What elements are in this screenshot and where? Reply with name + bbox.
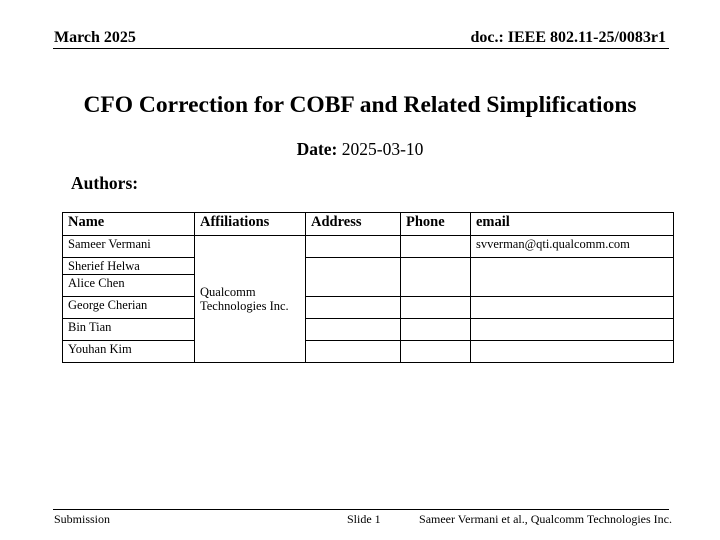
col-header-name: Name xyxy=(63,213,195,236)
footer-divider xyxy=(53,509,669,510)
author-address xyxy=(306,341,401,363)
author-address xyxy=(306,319,401,341)
author-email xyxy=(471,297,674,319)
authors-table xyxy=(62,212,674,363)
footer-submission: Submission xyxy=(54,512,111,526)
table-row xyxy=(63,319,674,341)
author-name: Alice Chen xyxy=(63,275,195,297)
col-header-email: email xyxy=(471,213,674,236)
date-line xyxy=(0,139,720,160)
author-name: Sameer Vermani xyxy=(63,236,195,258)
author-name: Bin Tian xyxy=(63,319,195,341)
slide-title: CFO Correction for COBF and Related Simplifications xyxy=(83,92,637,118)
author-address xyxy=(306,236,401,258)
author-phone xyxy=(401,258,471,297)
col-header-phone: Phone xyxy=(401,213,471,236)
author-phone xyxy=(401,319,471,341)
header-date: March 2025 xyxy=(54,29,136,46)
author-name: Youhan Kim xyxy=(63,341,195,363)
author-name: Sherief Helwa xyxy=(63,258,195,275)
author-email xyxy=(471,341,674,363)
header-doc-id: doc.: IEEE 802.11-25/0083r1 xyxy=(470,29,666,46)
date-value: 2025-03-10 xyxy=(341,139,424,159)
author-email xyxy=(471,319,674,341)
authors-heading: Authors: xyxy=(71,173,139,193)
author-phone xyxy=(401,297,471,319)
author-affiliation: Qualcomm Technologies Inc. xyxy=(195,236,306,363)
table-header-row xyxy=(63,213,674,236)
table-row xyxy=(63,297,674,319)
footer-authors: Sameer Vermani et al., Qualcomm Technologies Inc. xyxy=(419,512,672,526)
table-row xyxy=(63,341,674,363)
author-email xyxy=(471,258,674,297)
author-address xyxy=(306,297,401,319)
col-header-address: Address xyxy=(306,213,401,236)
footer-slide-number: Slide 1 xyxy=(347,512,381,526)
author-email: svverman@qti.qualcomm.com xyxy=(471,236,674,258)
header-divider xyxy=(53,48,669,49)
table-row xyxy=(63,236,674,258)
author-name: George Cherian xyxy=(63,297,195,319)
author-address xyxy=(306,258,401,297)
table-row xyxy=(63,258,674,275)
col-header-affiliations: Affiliations xyxy=(195,213,306,236)
date-label: Date: xyxy=(296,139,338,159)
author-phone xyxy=(401,341,471,363)
author-phone xyxy=(401,236,471,258)
